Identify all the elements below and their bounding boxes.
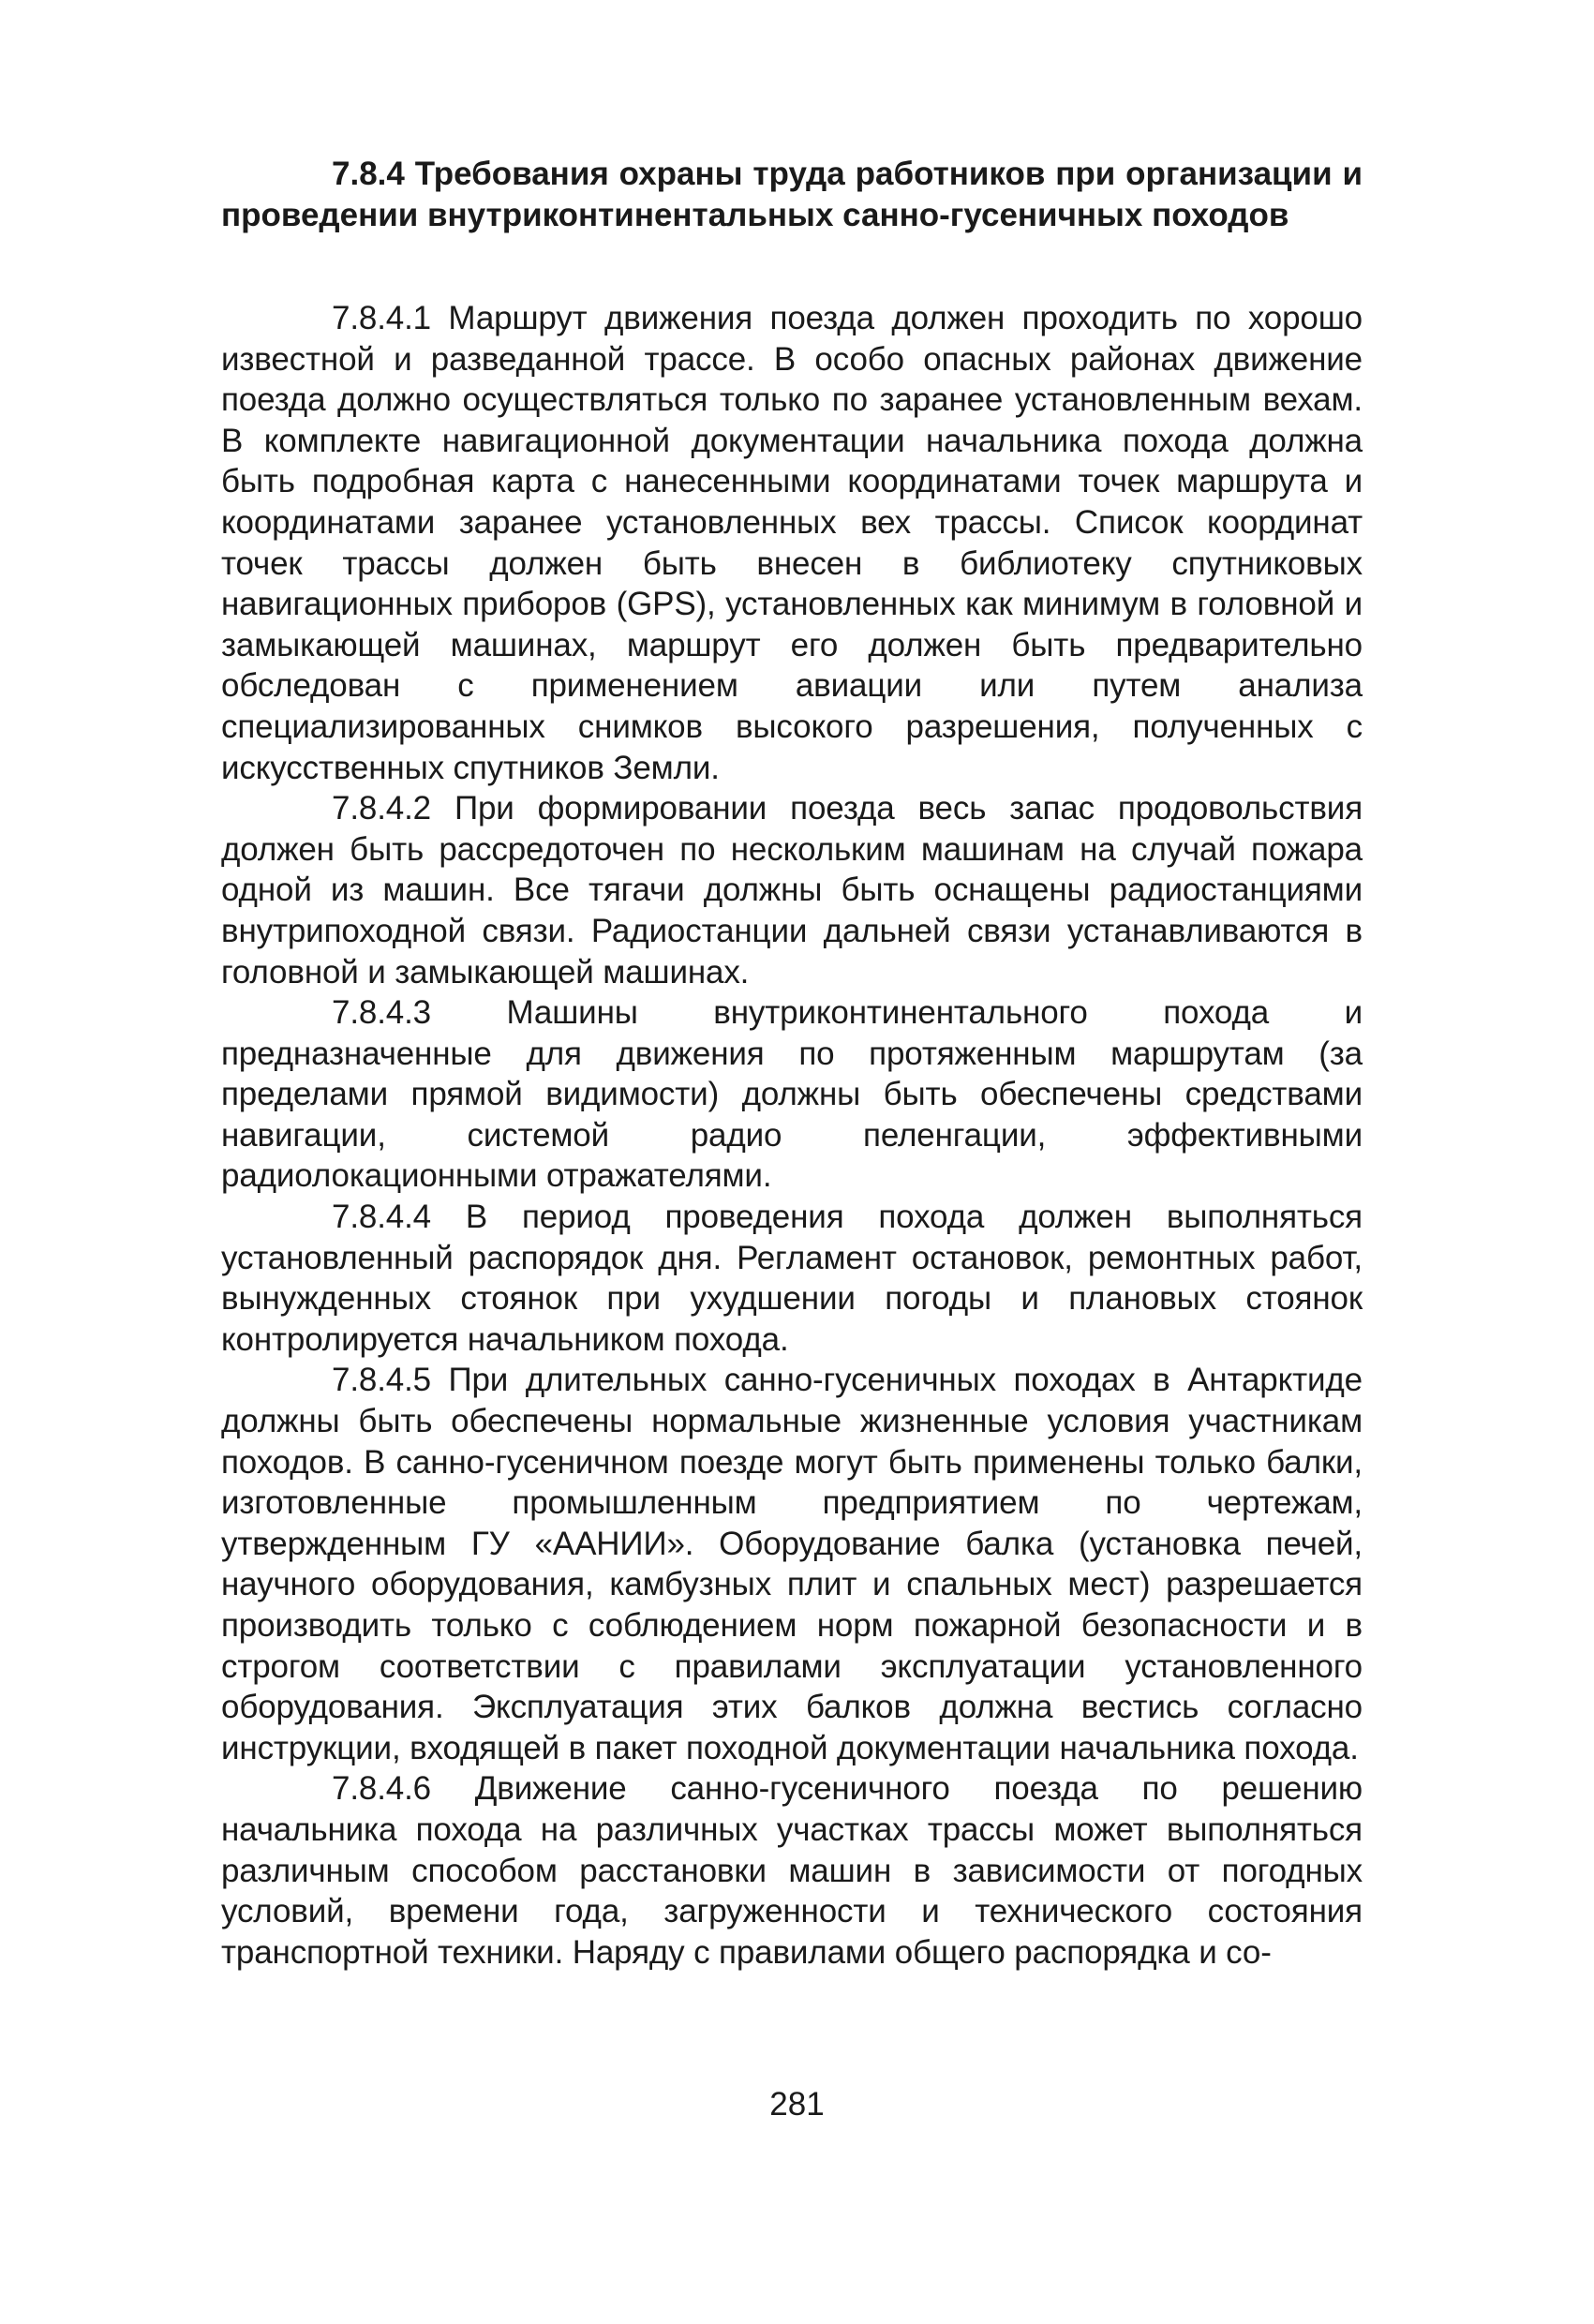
section-body <box>221 298 1363 1973</box>
section-heading: 7.8.4 Требования охраны труда работников при организации и проведении внутриконтинентальных санно-гусеничных походов <box>221 156 1363 233</box>
document-page <box>221 154 1363 2168</box>
paragraph-7-8-4-2: 7.8.4.2 При формировании поезда весь запас продовольствия должен быть рассредоточен по нескольким машинам на случай пожара одной из машин. Все тягачи должны быть оснащены радиостанциями внутрипоходной связи. Радиостанции дальней связи устанавливаются в головной и замыкающей машинах. <box>221 790 1363 991</box>
paragraph-7-8-4-1: 7.8.4.1 Маршрут движения поезда должен проходить по хорошо известной и разведанной трассе. В особо опасных районах движение поезда должно осуществляться только по заранее установленным вехам. В комплекте навигационной документации начальника похода должна быть подробная карта с нанесенными координатами точек маршрута и координатами заранее установленных вех трассы. Список координат точек трассы должен быть внесен в библиотеку спутниковых навигационных приборов (GPS), установленных как минимум в головной и замыкающей машинах, маршрут его должен быть предварительно обследован с применением авиации или путем анализа специализированных снимков высокого разрешения, полученных с искусственных спутников Земли. <box>221 300 1363 786</box>
paragraph-7-8-4-3: 7.8.4.3 Машины внутриконтинентального похода и предназначенные для движения по протяженным маршрутам (за пределами прямой видимости) должны быть обеспечены средствами навигации, системой радио пеленгации, эффективными радиолокационными отражателями. <box>221 994 1363 1195</box>
paragraph-7-8-4-4: 7.8.4.4 В период проведения похода должен выполняться установленный распорядок дня. Регламент остановок, ремонтных работ, вынужденных стоянок при ухудшении погоды и плановых стоянок контролируется начальником похода. <box>221 1199 1363 1358</box>
page-number: 281 <box>769 2086 825 2123</box>
paragraph-7-8-4-5: 7.8.4.5 При длительных санно-гусеничных походах в Антарктиде должны быть обеспечены нормальные жизненные условия участникам походов. В санно-гусеничном поезде могут быть применены только балки, изготовленные промышленным предприятием по чертежам, утвержденным ГУ «ААНИИ». Оборудование балка (установка печей, научного оборудования, камбузных плит и спальных мест) разрешается производить только с соблюдением норм пожарной безопасности и в строгом соответствии с правилами эксплуатации установленного оборудования. Эксплуатация этих балков должна вестись согласно инструкции, входящей в пакет походной документации начальника похода. <box>221 1362 1363 1766</box>
paragraph-7-8-4-6: 7.8.4.6 Движение санно-гусеничного поезда по решению начальника похода на различных участках трассы может выполняться различным способом расстановки машин в зависимости от погодных условий, времени года, загруженности и технического состояния транспортной техники. Наряду с правилами общего распорядка и со- <box>221 1770 1363 1971</box>
